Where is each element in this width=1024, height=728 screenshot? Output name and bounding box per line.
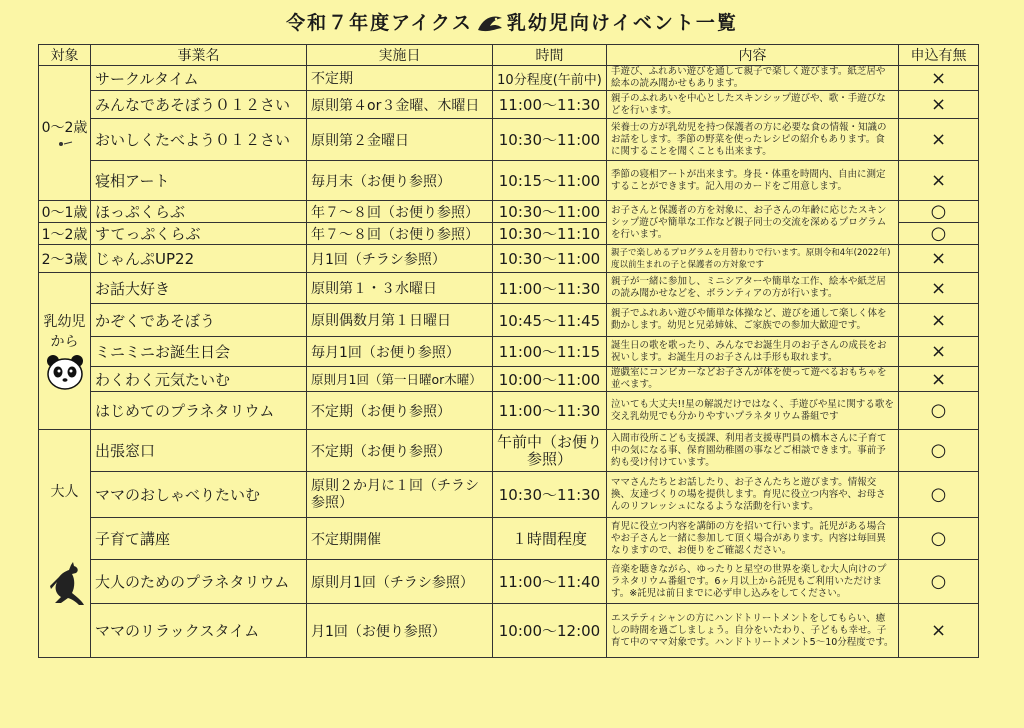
program-name: サークルタイム	[91, 66, 307, 91]
program-name: 大人のためのプラネタリウム	[91, 560, 307, 604]
program-content: 親子でふれあい遊びや簡単な体操など、遊びを通して楽しく体を動かします。幼児と兄弟姉妹、ご家族での参加大歓迎です。	[607, 304, 899, 337]
program-name: みんなであそぼう０１２さい	[91, 91, 307, 119]
program-name: 出張窓口	[91, 430, 307, 472]
title-left: 令和７年度アイクス	[286, 12, 473, 34]
group-label: 2～3歳	[41, 251, 88, 268]
application-mark: ○	[899, 560, 979, 604]
application-mark: ×	[899, 161, 979, 201]
application-mark: ×	[899, 119, 979, 161]
program-content: お子さんと保護者の方を対象に、お子さんの年齢に応じたスキンシップ遊びや簡単な工作など親子同士の交流を深めるプログラムを行います。	[607, 201, 899, 245]
program-time: 10:00～12:00	[493, 604, 607, 658]
program-date: 原則２か月に１回（チラシ参照）	[307, 472, 493, 518]
header-row	[39, 45, 979, 66]
program-date: 年７～８回（お便り参照）	[307, 201, 493, 223]
program-name: おいしくたべよう０１２さい	[91, 119, 307, 161]
program-name: 子育て講座	[91, 518, 307, 560]
panda-icon	[45, 353, 85, 391]
application-mark: ×	[899, 367, 979, 392]
program-time: 10:15～11:00	[493, 161, 607, 201]
program-name: じゃんぷUP22	[91, 245, 307, 273]
table-row	[39, 91, 979, 119]
program-date: 月1回（お便り参照）	[307, 604, 493, 658]
application-mark: ×	[899, 337, 979, 367]
table-row	[39, 161, 979, 201]
program-date: 不定期	[307, 66, 493, 91]
group-label: 乳幼児から	[43, 314, 86, 350]
program-content: 泣いても大丈夫!!星の解説だけではなく、手遊びや星に関する歌を交え乳幼児でも分かりやすいプラネタリウム番組です	[607, 392, 899, 430]
program-name: わくわく元気たいむ	[91, 367, 307, 392]
program-name: 寝相アート	[91, 161, 307, 201]
group-cell	[39, 66, 91, 201]
application-mark: ×	[899, 245, 979, 273]
program-content: 栄養士の方が乳幼児を持つ保護者の方に必要な食の情報・知識のお話をします。季節の野菜を使ったレシピの紹介もあります。食に関することを聞くことも出来ます。	[607, 119, 899, 161]
table-row	[39, 66, 979, 91]
table-row	[39, 392, 979, 430]
table-row	[39, 430, 979, 472]
program-content: 親子のふれあいを中心としたスキンシップ遊びや、歌・手遊びなどを行います。	[607, 91, 899, 119]
application-mark: ×	[899, 273, 979, 304]
program-date: 原則月1回（第一日曜or木曜）	[307, 367, 493, 392]
program-date: 不定期（お便り参照）	[307, 392, 493, 430]
program-date: 原則月1回（チラシ参照）	[307, 560, 493, 604]
program-content: 親子で楽しめるプログラムを月替わりで行います。原則令和4年(2022年)度以前生まれの子と保護者の方対象です	[607, 245, 899, 273]
program-content: エステティシャンの方にハンドトリートメントをしてもらい、癒しの時間を過ごしましょう。自分をいたわり、子どもも幸せ。子育て中のママ対象です。ハンドトリートメント5～10分程度です。	[607, 604, 899, 658]
program-time: 11:00～11:30	[493, 273, 607, 304]
program-name: かぞくであそぼう	[91, 304, 307, 337]
program-name: ママのおしゃべりたいむ	[91, 472, 307, 518]
program-content: 入間市役所こども支援課、利用者支援専門員の橋本さんに子育て中の気になる事、保育園幼稚園の事などご相談できます。事前予約も受け付けています。	[607, 430, 899, 472]
program-date: 原則第１・３水曜日	[307, 273, 493, 304]
program-time: 10:45～11:45	[493, 304, 607, 337]
header-target: 対象	[39, 45, 91, 66]
table-row	[39, 604, 979, 658]
kangaroo-icon	[45, 561, 85, 607]
program-time: 11:00～11:40	[493, 560, 607, 604]
title-right: 乳幼児向けイベント一覧	[506, 12, 738, 34]
group-label: 1～2歳	[41, 226, 88, 243]
event-table	[38, 44, 979, 658]
table-row	[39, 245, 979, 273]
program-date: 原則偶数月第１日曜日	[307, 304, 493, 337]
application-mark: ○	[899, 223, 979, 245]
table-row	[39, 119, 979, 161]
table-row	[39, 201, 979, 223]
program-name: はじめてのプラネタリウム	[91, 392, 307, 430]
table-row	[39, 472, 979, 518]
table-row	[39, 304, 979, 337]
bird-logo-icon	[475, 12, 505, 36]
program-content: 季節の寝相アートが出来ます。身長・体重を時間内、自由に測定することができます。記入用のカードをご用意します。	[607, 161, 899, 201]
program-time: 10:30～11:10	[493, 223, 607, 245]
application-mark: ○	[899, 518, 979, 560]
program-time: 10:30～11:00	[493, 201, 607, 223]
program-content: ママさんたちとお話したり、お子さんたちと遊びます。情報交換、友達づくりの場を提供します。育児に役立つ内容や、お母さんのリフレッシュになるような活動を行います。	[607, 472, 899, 518]
program-content: 音楽を聴きながら、ゆったりと星空の世界を楽しむ大人向けのプラネタリウム番組です。6ヶ月以上から託児もご利用いただけます。※託児は前日までに必ず申し込みをしてください。	[607, 560, 899, 604]
header-program: 事業名	[91, 45, 307, 66]
program-content: 遊戯室にコンビカーなどお子さんが体を使って遊べるおもちゃを並べます。	[607, 367, 899, 392]
program-time: 11:00～11:15	[493, 337, 607, 367]
table-row	[39, 367, 979, 392]
program-time: 10:30～11:00	[493, 119, 607, 161]
table-row	[39, 560, 979, 604]
program-name: ミニミニお誕生日会	[91, 337, 307, 367]
program-time: 10:30～11:00	[493, 245, 607, 273]
application-mark: ×	[899, 304, 979, 337]
application-mark: ○	[899, 392, 979, 430]
application-mark: ○	[899, 201, 979, 223]
program-date: 毎月末（お便り参照）	[307, 161, 493, 201]
group-cell	[39, 201, 91, 223]
program-name: すてっぷくらぶ	[91, 223, 307, 245]
program-time: 11:00～11:30	[493, 392, 607, 430]
table-row	[39, 273, 979, 304]
program-name: ほっぷくらぶ	[91, 201, 307, 223]
application-mark: ×	[899, 604, 979, 658]
program-date: 不定期開催	[307, 518, 493, 560]
program-date: 年７～８回（お便り参照）	[307, 223, 493, 245]
program-time: 午前中（お便り参照）	[493, 430, 607, 472]
group-cell	[39, 223, 91, 245]
group-cell	[39, 430, 91, 658]
application-mark: ×	[899, 91, 979, 119]
application-mark: ○	[899, 472, 979, 518]
header-content: 内容	[607, 45, 899, 66]
program-date: 原則第２金曜日	[307, 119, 493, 161]
program-content: 誕生日の歌を歌ったり、みんなでお誕生月のお子さんの成長をお祝いします。お誕生月のお子さんは手形も取れます。	[607, 337, 899, 367]
group-cell	[39, 273, 91, 430]
header-application: 申込有無	[899, 45, 979, 66]
program-name: お話大好き	[91, 273, 307, 304]
application-mark: ○	[899, 430, 979, 472]
program-time: 11:00～11:30	[493, 91, 607, 119]
table-row	[39, 518, 979, 560]
program-content: 親子が一緒に参加し、ミニシアターや簡単な工作、絵本や紙芝居の読み聞かせなどを、ボランティアの方が行います。	[607, 273, 899, 304]
program-time: 10分程度(午前中)	[493, 66, 607, 91]
program-date: 不定期（お便り参照）	[307, 430, 493, 472]
group-cell	[39, 245, 91, 273]
program-date: 原則第４or３金曜、木曜日	[307, 91, 493, 119]
program-date: 月1回（チラシ参照）	[307, 245, 493, 273]
program-time: 10:00～11:00	[493, 367, 607, 392]
group-label: 0～1歳	[41, 204, 88, 221]
program-time: 10:30～11:30	[493, 472, 607, 518]
header-date: 実施日	[307, 45, 493, 66]
small-bird-icon	[55, 139, 75, 149]
header-time: 時間	[493, 45, 607, 66]
application-mark: ×	[899, 66, 979, 91]
group-label: 大人	[50, 483, 79, 500]
program-content: 手遊び、ふれあい遊びを通して親子で楽しく遊びます。紙芝居や絵本の読み聞かせもあります。	[607, 66, 899, 91]
group-label: 0～2歳	[41, 120, 88, 136]
page-title	[0, 8, 1024, 36]
program-name: ママのリラックスタイム	[91, 604, 307, 658]
program-content: 育児に役立つ内容を講師の方を招いて行います。託児がある場合やお子さんと一緒に参加して頂く場合があります。内容は毎回異なりますので、お便りをご確認ください。	[607, 518, 899, 560]
program-date: 毎月1回（お便り参照）	[307, 337, 493, 367]
program-time: １時間程度	[493, 518, 607, 560]
table-row	[39, 337, 979, 367]
